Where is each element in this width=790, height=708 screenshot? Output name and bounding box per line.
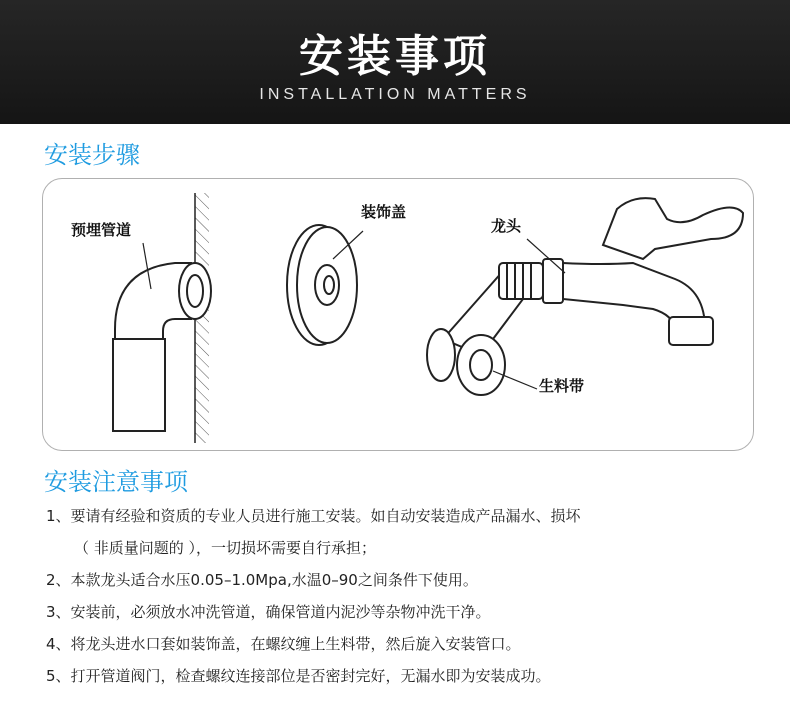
page-title: 安装事项 [299,31,491,82]
notes-list [46,505,766,697]
label-thread-tape: 生料带 [539,377,585,395]
note-item-continuation: （ 非质量问题的 ），一切损坏需要自行承担； [74,539,377,557]
note-item: 3、安装前，必须放水冲洗管道，确保管道内泥沙等杂物冲洗干净。 [46,603,491,621]
decorative-cover-illustration [287,225,357,345]
header-banner [0,0,790,124]
notes-section-title: 安装注意事项 [44,468,188,496]
steps-section-title: 安装步骤 [44,141,140,169]
faucet-illustration [499,198,743,345]
label-embedded-pipe: 预埋管道 [71,221,132,239]
note-item: 1、要请有经验和资质的专业人员进行施工安装。如自动安装造成产品漏水、损坏 [46,507,581,525]
note-item: 5、打开管道阀门，检查螺纹连接部位是否密封完好，无漏水即为安装成功。 [46,667,551,685]
page-subtitle: INSTALLATION MATTERS [259,86,531,103]
note-item: 4、将龙头进水口套如装饰盖，在螺纹缠上生料带，然后旋入安装管口。 [46,635,521,653]
installation-diagram [42,178,754,451]
note-item: 2、本款龙头适合水压0.05–1.0Mpa,水温0–90之间条件下使用。 [46,571,478,589]
label-decorative-cover: 装饰盖 [361,203,407,221]
label-faucet: 龙头 [491,217,522,235]
